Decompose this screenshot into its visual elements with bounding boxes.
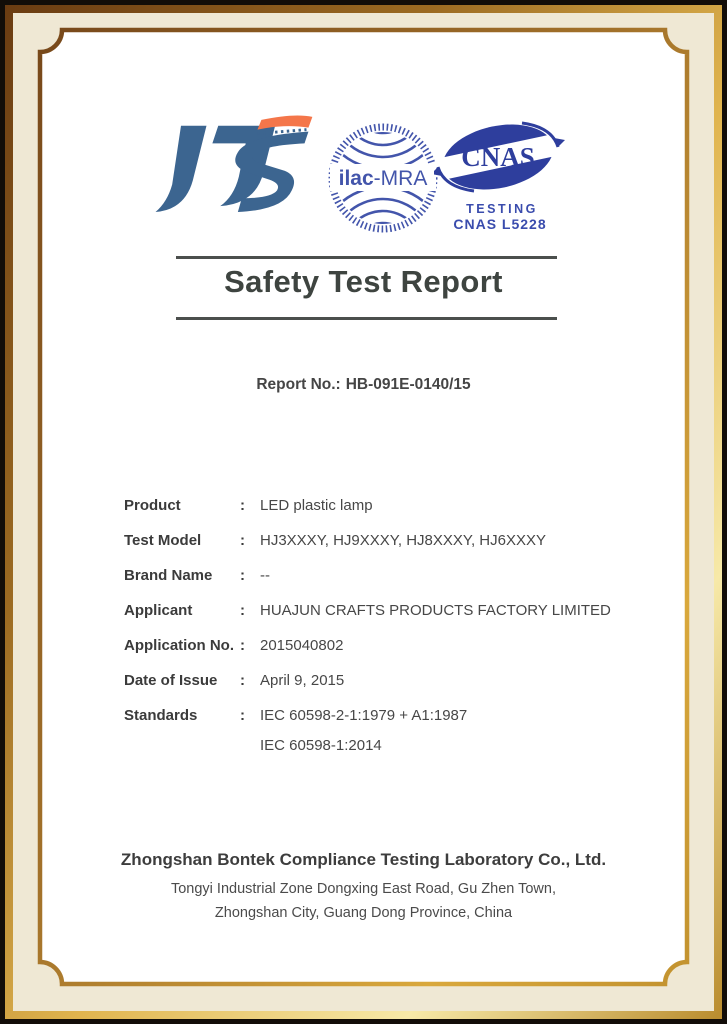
standards-line-1: IEC 60598-2-1:1979 + A1:1987 bbox=[260, 707, 468, 724]
title-rule-top bbox=[176, 256, 557, 259]
laboratory-address-line1: Tongyi Industrial Zone Dongxing East Road, Gu Zhen Town, bbox=[170, 881, 556, 897]
page-title: Safety Test Report bbox=[224, 264, 503, 299]
field-value: 2015040802 bbox=[260, 637, 344, 654]
laboratory-name: Zhongshan Bontek Compliance Testing Laboratory Co., Ltd. bbox=[120, 850, 607, 869]
field-row-test-model bbox=[124, 532, 644, 550]
field-value: HUAJUN CRAFTS PRODUCTS FACTORY LIMITED bbox=[260, 602, 611, 619]
field-value bbox=[260, 707, 467, 755]
field-label: Test Model bbox=[124, 532, 202, 549]
field-colon: : bbox=[240, 637, 245, 654]
field-colon: : bbox=[240, 497, 245, 514]
field-label: Applicant bbox=[124, 602, 193, 619]
field-colon: : bbox=[240, 567, 245, 584]
laboratory-address-line2: Zhongshan City, Guang Dong Province, China bbox=[214, 905, 513, 921]
field-colon: : bbox=[240, 707, 245, 724]
field-row-product bbox=[124, 497, 644, 515]
report-number-value: HB-091E-0140/15 bbox=[345, 376, 471, 393]
field-label: Application No. bbox=[124, 637, 234, 654]
ilac-mra-stamp-icon bbox=[326, 121, 440, 235]
field-colon: : bbox=[240, 672, 245, 689]
field-colon: : bbox=[240, 532, 245, 549]
cnas-label: CNAS bbox=[461, 142, 535, 172]
field-row-applicant bbox=[124, 602, 644, 620]
title-rule-bottom bbox=[176, 317, 557, 320]
field-label: Standards bbox=[124, 707, 198, 724]
field-value: HJ3XXXY, HJ9XXXY, HJ8XXXY, HJ6XXXY bbox=[260, 532, 546, 549]
field-row-application-no bbox=[124, 637, 644, 655]
field-row-standards bbox=[124, 707, 644, 755]
field-colon: : bbox=[240, 602, 245, 619]
field-label: Brand Name bbox=[124, 567, 213, 584]
report-number-line bbox=[0, 376, 727, 394]
lns-company-logo-icon bbox=[146, 112, 316, 212]
cnas-number-label: CNAS L5228 bbox=[453, 216, 547, 232]
cnas-accreditation-logo-icon bbox=[434, 117, 566, 235]
field-row-brand-name bbox=[124, 567, 644, 585]
ilac-mra-label: ilac-MRA bbox=[338, 167, 428, 190]
report-fields bbox=[124, 497, 644, 772]
report-number-label: Report No.: bbox=[256, 376, 341, 393]
field-value: -- bbox=[260, 567, 270, 584]
field-label: Product bbox=[124, 497, 181, 514]
cnas-testing-label: TESTING bbox=[466, 202, 538, 216]
field-value: LED plastic lamp bbox=[260, 497, 373, 514]
field-label: Date of Issue bbox=[124, 672, 218, 689]
field-value: April 9, 2015 bbox=[260, 672, 345, 689]
standards-line-2: IEC 60598-1:2014 bbox=[260, 737, 382, 754]
field-row-date-of-issue bbox=[124, 672, 644, 690]
lns-orange-swoosh bbox=[257, 115, 312, 129]
